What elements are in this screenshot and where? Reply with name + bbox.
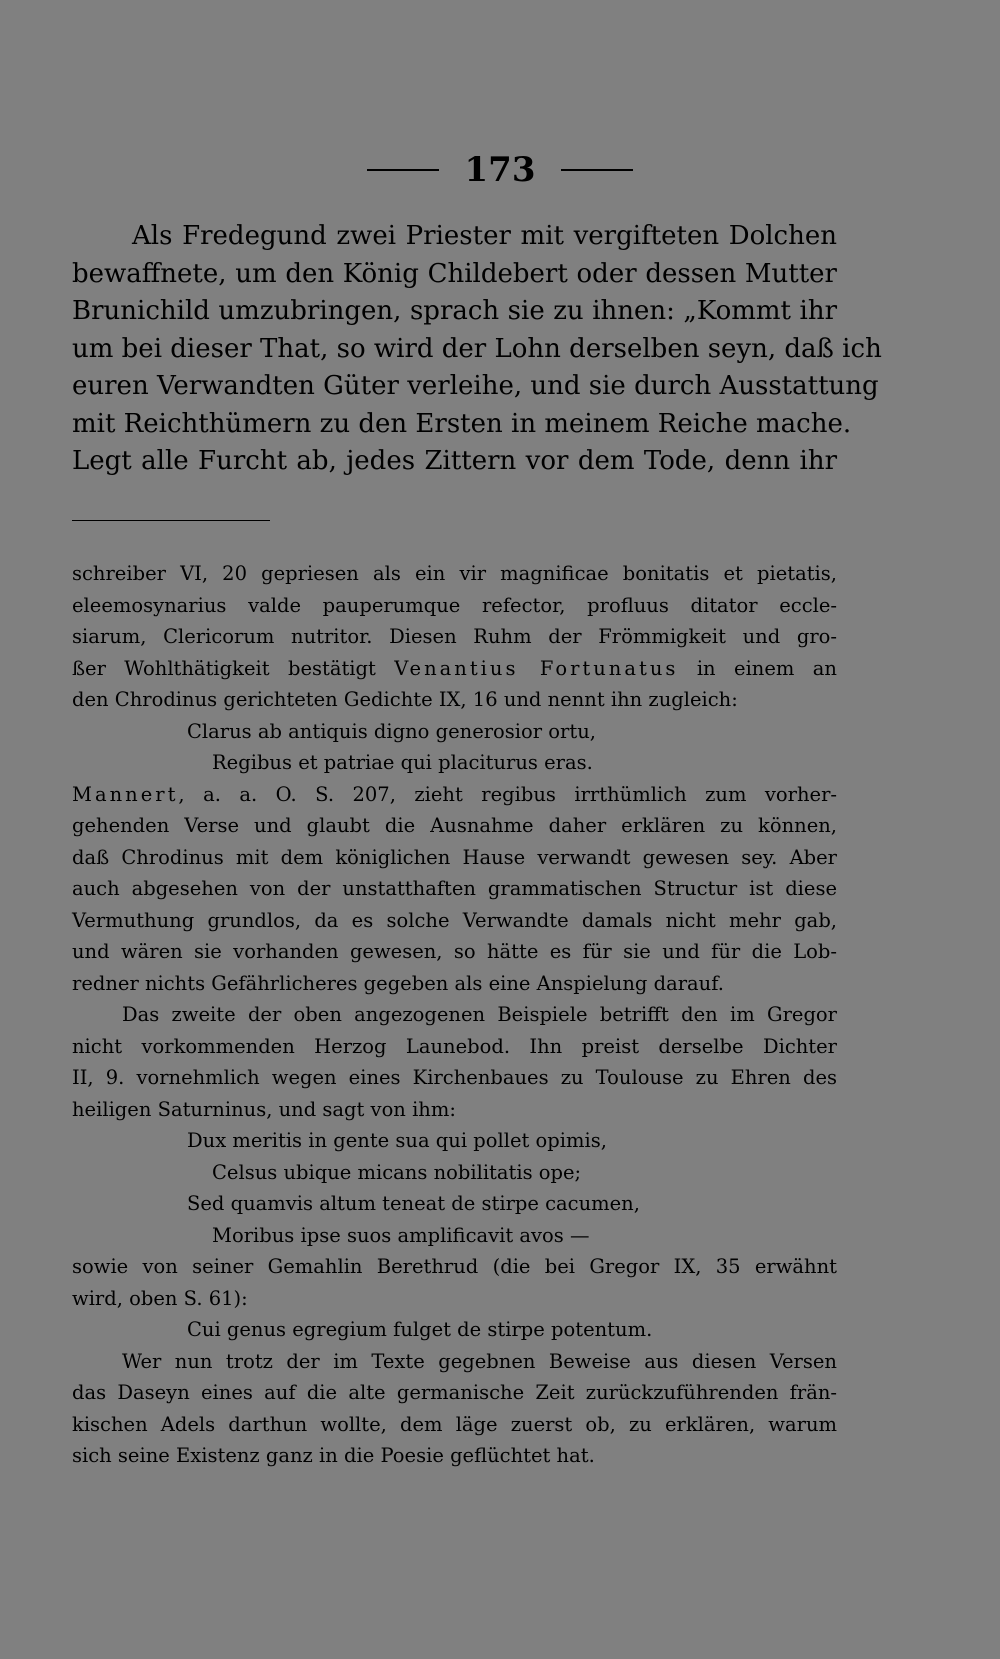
footnote-line: Wer nun trotz der im Texte gegebnen Beweise aus diesen Versen	[122, 1349, 837, 1373]
verse-line: Cui genus egregium fulget de stirpe potentum.	[187, 1318, 653, 1341]
verse-line: Clarus ab antiquis digno generosior ortu,	[187, 719, 596, 743]
footnote-line: siarum, Clericorum nutritor. Diesen Ruhm der Frömmigkeit und gro-	[72, 625, 837, 648]
footnote-line: Das zweite der oben angezogenen Beispiele betrifft den im Gregor	[122, 1003, 837, 1026]
verse-line: Regibus et patriae qui placiturus eras.	[212, 751, 593, 774]
verse-line: Celsus ubique micans nobilitatis ope;	[212, 1160, 582, 1184]
verse-line: Moribus ipse suos amplificavit avos —	[212, 1223, 590, 1247]
verse-line: Sed quamvis altum teneat de stirpe cacumen,	[187, 1192, 640, 1215]
author-name: Mannert	[72, 782, 179, 806]
footnote-line: II, 9. vornehmlich wegen eines Kirchenbaues zu Toulouse zu Ehren des	[72, 1066, 837, 1089]
page-header	[0, 148, 1000, 192]
main-text	[72, 218, 882, 481]
page-number: 173	[464, 150, 536, 190]
footnote-line: gehenden Verse und glaubt die Ausnahme daher erklären zu können,	[72, 814, 837, 837]
footnote	[72, 558, 837, 1472]
main-text-line: Legt alle Furcht ab, jedes Zittern vor dem Tode, denn ihr	[72, 446, 837, 476]
footnote-line: eleemosynarius valde pauperumque refector, profluus ditator eccle-	[72, 593, 837, 617]
author-name: Venantius Fortunatus	[394, 656, 679, 680]
footnote-line: heiligen Saturninus, und sagt von ihm:	[72, 1097, 456, 1121]
main-text-line: Als Fredegund zwei Priester mit vergifteten Dolchen	[132, 221, 837, 251]
footnote-text: in einem an	[678, 656, 837, 680]
header-rule-left	[367, 169, 439, 171]
footnote-line	[72, 653, 837, 685]
verse-line: Dux meritis in gente sua qui pollet opimis,	[187, 1129, 607, 1152]
main-text-line: mit Reichthümern zu den Ersten in meinem Reiche mache.	[72, 408, 852, 439]
footnote-line: auch abgesehen von der unstatthaften grammatischen Structur ist diese	[72, 877, 837, 900]
footnote-line: schreiber VI, 20 gepriesen als ein vir magnificae bonitatis et pietatis,	[72, 562, 837, 585]
main-text-line: euren Verwandten Güter verleihe, und sie durch Ausstattung	[72, 371, 879, 401]
header-rule-right	[561, 169, 633, 171]
main-text-line: bewaffnete, um den König Childebert oder dessen Mutter	[72, 258, 837, 289]
footnote-line: nicht vorkommenden Herzog Launebod. Ihn preist derselbe Dichter	[72, 1034, 837, 1058]
footnote-line: den Chrodinus gerichteten Gedichte IX, 16 und nennt ihn zugleich:	[72, 688, 738, 711]
footnote-separator	[72, 520, 270, 521]
footnote-line: kischen Adels darthun wollte, dem läge zuerst ob, zu erklären, warum	[72, 1412, 837, 1436]
footnote-line: sowie von seiner Gemahlin Berethrud (die bei Gregor IX, 35 erwähnt	[72, 1255, 837, 1278]
main-text-line: Brunichild umzubringen, sprach sie zu ihnen: „Kommt ihr	[72, 296, 837, 326]
main-text-line: um bei dieser That, so wird der Lohn derselben seyn, daß ich	[72, 333, 882, 364]
footnote-text: ßer Wohlthätigkeit bestätigt	[72, 656, 395, 680]
footnote-line: wird, oben S. 61):	[72, 1286, 248, 1310]
footnote-line: sich seine Existenz ganz in die Poesie geflüchtet hat.	[72, 1444, 595, 1467]
footnote-text: , a. a. O. S. 207, zieht regibus irrthümlich zum vorher-	[178, 782, 837, 806]
footnote-line	[72, 779, 837, 811]
footnote-line: redner nichts Gefährlicheres gegeben als eine Anspielung darauf.	[72, 971, 724, 995]
footnote-line: und wären sie vorhanden gewesen, so hätte es für sie und für die Lob-	[72, 940, 837, 963]
footnote-line: daß Chrodinus mit dem königlichen Hause verwandt gewesen sey. Aber	[72, 845, 837, 869]
footnote-line: das Daseyn eines auf die alte germanische Zeit zurückzuführenden frän-	[72, 1381, 837, 1404]
footnote-line: Vermuthung grundlos, da es solche Verwandte damals nicht mehr gab,	[72, 908, 837, 932]
